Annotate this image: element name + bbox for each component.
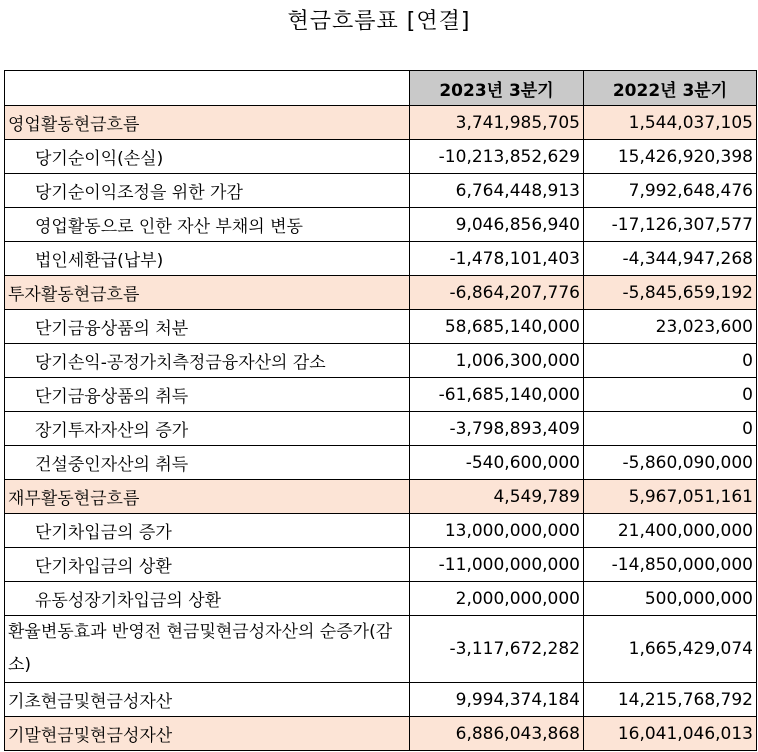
value-2022: 5,967,051,161: [584, 480, 757, 514]
row-label: 영업활동현금흐름: [5, 106, 410, 140]
table-row: [5, 616, 757, 683]
table-row: [5, 276, 757, 310]
value-2023: 58,685,140,000: [410, 310, 584, 344]
row-label: 당기순이익(손실): [5, 140, 410, 174]
table-row: [5, 208, 757, 242]
value-2023: 4,549,789: [410, 480, 584, 514]
value-2023: 13,000,000,000: [410, 514, 584, 548]
cash-flow-table: [4, 70, 757, 751]
row-label: 단기차입금의 증가: [5, 514, 410, 548]
row-label: 당기손익-공정가치측정금융자산의 감소: [5, 344, 410, 378]
row-label: 법인세환급(납부): [5, 242, 410, 276]
value-2023: -61,685,140,000: [410, 378, 584, 412]
value-2022: 1,665,429,074: [584, 616, 757, 683]
table-row: [5, 412, 757, 446]
row-label: 단기금융상품의 취득: [5, 378, 410, 412]
row-label: 기초현금및현금성자산: [5, 683, 410, 717]
table-row: [5, 310, 757, 344]
value-2022: 0: [584, 378, 757, 412]
value-2023: -3,798,893,409: [410, 412, 584, 446]
value-2022: -5,845,659,192: [584, 276, 757, 310]
table-row: [5, 446, 757, 480]
value-2022: -5,860,090,000: [584, 446, 757, 480]
row-label: 장기투자자산의 증가: [5, 412, 410, 446]
value-2022: 15,426,920,398: [584, 140, 757, 174]
value-2023: -10,213,852,629: [410, 140, 584, 174]
value-2023: -540,600,000: [410, 446, 584, 480]
value-2023: 1,006,300,000: [410, 344, 584, 378]
table-row: [5, 174, 757, 208]
value-2022: 500,000,000: [584, 582, 757, 616]
table-row: [5, 717, 757, 751]
row-label: 당기순이익조정을 위한 가감: [5, 174, 410, 208]
value-2022: 0: [584, 412, 757, 446]
row-label: 건설중인자산의 취득: [5, 446, 410, 480]
table-row: [5, 582, 757, 616]
row-label: 단기차입금의 상환: [5, 548, 410, 582]
value-2022: -4,344,947,268: [584, 242, 757, 276]
row-label: 단기금융상품의 처분: [5, 310, 410, 344]
value-2022: 23,023,600: [584, 310, 757, 344]
table-row: [5, 242, 757, 276]
value-2023: -1,478,101,403: [410, 242, 584, 276]
value-2022: -17,126,307,577: [584, 208, 757, 242]
value-2023: 6,886,043,868: [410, 717, 584, 751]
value-2023: -3,117,672,282: [410, 616, 584, 683]
table-row: [5, 548, 757, 582]
value-2023: 2,000,000,000: [410, 582, 584, 616]
header-2022q3: 2022년 3분기: [584, 71, 757, 106]
table-row: [5, 480, 757, 514]
value-2023: 9,046,856,940: [410, 208, 584, 242]
table-row: [5, 106, 757, 140]
row-label: 재무활동현금흐름: [5, 480, 410, 514]
table-row: [5, 140, 757, 174]
header-row: [5, 71, 757, 106]
value-2023: 6,764,448,913: [410, 174, 584, 208]
header-2023q3: 2023년 3분기: [410, 71, 584, 106]
value-2023: -11,000,000,000: [410, 548, 584, 582]
table-row: [5, 378, 757, 412]
table-row: [5, 683, 757, 717]
value-2022: 16,041,046,013: [584, 717, 757, 751]
value-2022: 0: [584, 344, 757, 378]
row-label: 기말현금및현금성자산: [5, 717, 410, 751]
row-label: 환율변동효과 반영전 현금및현금성자산의 순증가(감소): [5, 616, 410, 683]
table-row: [5, 344, 757, 378]
value-2023: 9,994,374,184: [410, 683, 584, 717]
table-row: [5, 514, 757, 548]
page-title: 현금흐름표 [연결]: [287, 9, 471, 34]
row-label: 투자활동현금흐름: [5, 276, 410, 310]
header-blank: [5, 71, 410, 106]
row-label: 영업활동으로 인한 자산 부채의 변동: [5, 208, 410, 242]
value-2022: 14,215,768,792: [584, 683, 757, 717]
value-2022: 7,992,648,476: [584, 174, 757, 208]
value-2023: 3,741,985,705: [410, 106, 584, 140]
row-label: 유동성장기차입금의 상환: [5, 582, 410, 616]
value-2022: 1,544,037,105: [584, 106, 757, 140]
value-2022: 21,400,000,000: [584, 514, 757, 548]
value-2022: -14,850,000,000: [584, 548, 757, 582]
value-2023: -6,864,207,776: [410, 276, 584, 310]
